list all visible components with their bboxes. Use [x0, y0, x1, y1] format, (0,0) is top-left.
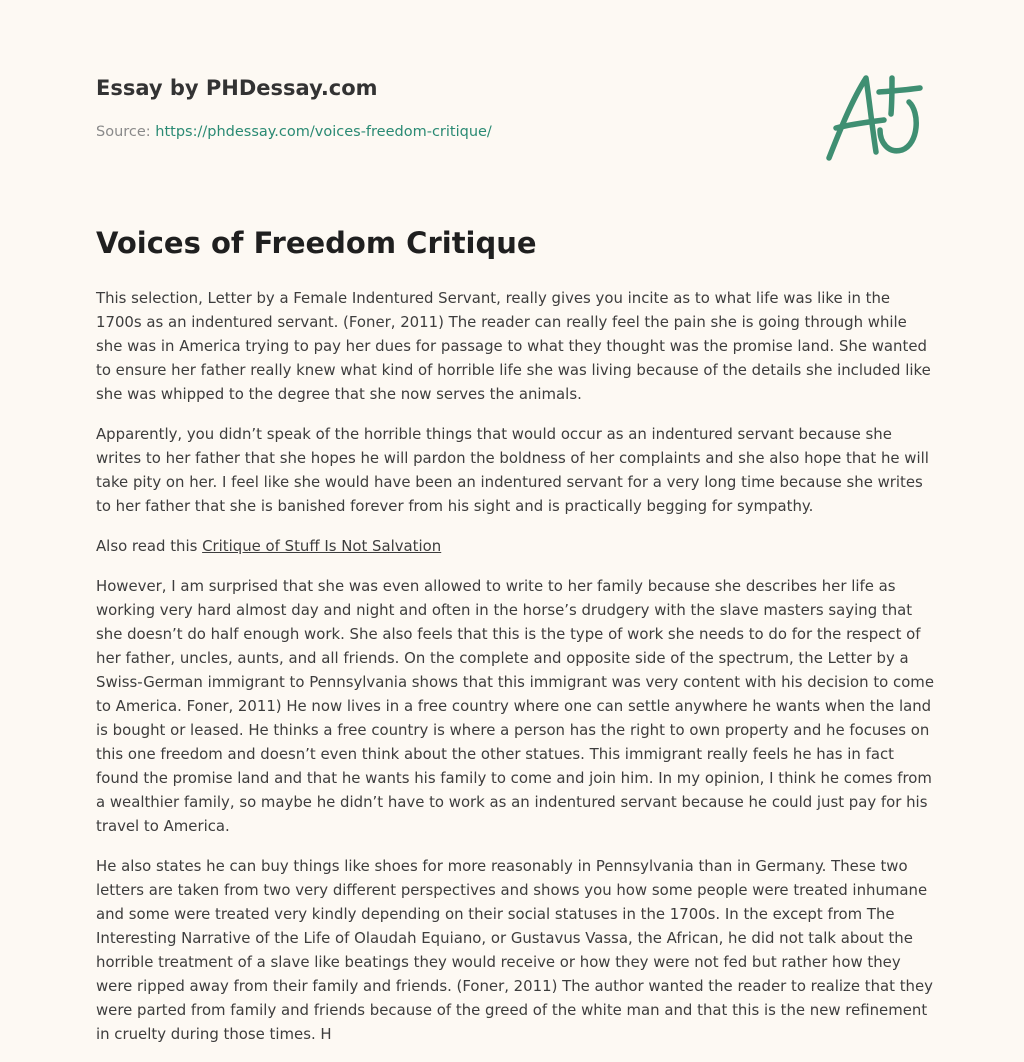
also-read-link[interactable]: Critique of Stuff Is Not Salvation	[202, 537, 442, 555]
source-link[interactable]: https://phdessay.com/voices-freedom-critique/	[155, 124, 492, 140]
site-title: Essay by PHDessay.com	[96, 76, 378, 100]
also-read-prefix: Also read this	[96, 537, 198, 555]
a-plus-logo-icon	[822, 68, 926, 166]
source-label: Source:	[96, 124, 151, 140]
essay-title: Voices of Freedom Critique	[96, 226, 537, 260]
essay-body	[96, 286, 936, 1062]
paragraph: This selection, Letter by a Female Indentured Servant, really gives you incite as to what life was like in the 1700s as an indentured servant. (Foner, 2011) The reader can really feel the pain she is going through while she was in America trying to pay her dues for passage to what they thought was the promise land. She wanted to ensure her father really knew what kind of horrible life she was living because of the details she included like she was whipped to the degree that she now serves the animals.	[96, 289, 931, 403]
paragraph: He also states he can buy things like shoes for more reasonably in Pennsylvania than in Germany. These two letters are taken from two very different perspectives and shows you how some people were treated inhumane and some were treated very kindly depending on their social statuses in the 1700s. In the except from The Interesting Narrative of the Life of Olaudah Equiano, or Gustavus Vassa, the African, he did not talk about the horrible treatment of a slave like beatings they would receive or how they were not fed but rather how they were ripped away from their family and friends. (Foner, 2011) The author wanted the reader to realize that they were parted from family and friends because of the greed of the white man and that this is the new refinement in cruelty during those times. H	[96, 857, 933, 1043]
also-read-line	[96, 534, 936, 558]
source-line	[96, 124, 492, 140]
paragraph: However, I am surprised that she was even allowed to write to her family because she describes her life as working very hard almost day and night and often in the horse’s drudgery with the slave masters saying that she doesn’t do half enough work. She also feels that this is the type of work she needs to do for the respect of her father, uncles, aunts, and all friends. On the complete and opposite side of the spectrum, the Letter by a Swiss-German immigrant to Pennsylvania shows that this immigrant was very content with his decision to come to America. Foner, 2011) He now lives in a free country where one can settle anywhere he wants when the land is bought or leased. He thinks a free country is where a person has the right to own property and he focuses on this one freedom and doesn’t even think about the other statues. This immigrant really feels he has in fact found the promise land and that he wants his family to come and join him. In my opinion, I think he comes from a wealthier family, so maybe he didn’t have to work as an indentured servant because he could just pay for his travel to America.	[96, 577, 934, 835]
paragraph: Apparently, you didn’t speak of the horrible things that would occur as an indentured servant because she writes to her father that she hopes he will pardon the boldness of her complaints and she also hope that he will take pity on her. I feel like she would have been an indentured servant for a very long time because she writes to her father that she is banished forever from his sight and is practically begging for sympathy.	[96, 425, 929, 515]
